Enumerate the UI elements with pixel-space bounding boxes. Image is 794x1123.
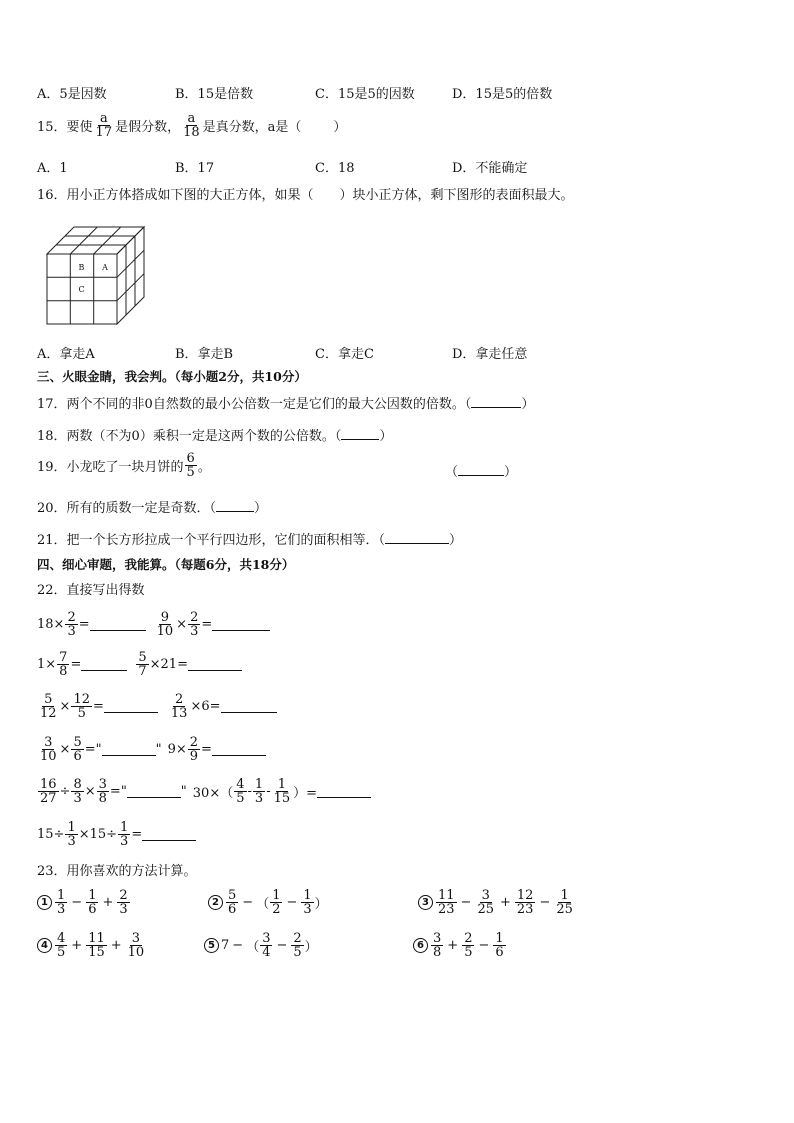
q22-row-2: 1× $\frac{7}{8}$ = $\frac{5}{7}$ ×21= xyxy=(37,651,242,678)
answer-blank[interactable] xyxy=(212,618,270,631)
fraction: 1 15 xyxy=(273,777,291,806)
fraction: $\frac{2}{3}$ xyxy=(119,888,128,917)
q22-row-4: $\frac{3}{10}$ × $\frac{5}{6}$ =" " 9× $\frac{2}{9}$ = xyxy=(37,736,266,763)
fraction: $\frac{1}{3}$ xyxy=(303,888,312,917)
fraction: $\frac{2}{3}$ xyxy=(190,610,199,639)
answer-blank[interactable] xyxy=(188,658,242,671)
q14-options xyxy=(37,83,757,102)
q23-expr-3: 3 11 23 − $\frac{3}{25}$ + $\frac{12}{23}$ − $\frac{1}{25}$ xyxy=(418,889,576,916)
fraction: $\frac{8}{3}$ xyxy=(73,777,82,806)
fraction: $\frac{11}{15}$ xyxy=(88,931,105,960)
q21-answer-blank[interactable] xyxy=(385,531,449,544)
answer-blank[interactable] xyxy=(317,785,371,798)
fraction: 6 5 xyxy=(186,451,195,480)
fraction: 1 3 xyxy=(254,777,264,806)
fraction: $\frac{1}{3}$ xyxy=(67,820,76,849)
fraction: $\frac{16}{27}$ xyxy=(40,777,57,806)
fraction: $\frac{5}{6}$ xyxy=(73,735,82,764)
answer-blank[interactable] xyxy=(142,828,196,841)
fraction: 11 23 xyxy=(438,888,455,917)
section-3-heading: 三、火眼金睛，我会判。（每小题2分，共10分） xyxy=(37,369,307,384)
q22-row-3: $\frac{5}{12}$ × $\frac{12}{5}$ = $\frac{2}{13}$ ×6= xyxy=(37,693,277,720)
fraction: $\frac{2}{9}$ xyxy=(189,735,199,764)
fraction: 3 8 xyxy=(433,931,442,960)
cube-figure xyxy=(45,225,150,327)
q23-expr-6: 6 3 8 + $\frac{2}{5}$ − $\frac{1}{6}$ xyxy=(413,932,507,959)
q19-question: 19．小龙吃了一块月饼的 6 5 。 xyxy=(37,451,211,480)
answer-blank[interactable] xyxy=(102,743,156,756)
q14-option-c[interactable]: C．15是5的因数 xyxy=(315,87,415,102)
fraction: 3 4 xyxy=(262,931,271,960)
fraction: $\frac{3}{25}$ xyxy=(477,888,494,917)
q16-option-b[interactable]: B．拿走B xyxy=(175,347,234,362)
q15-options xyxy=(37,157,757,176)
q22-title: 22．直接写出得数 xyxy=(37,583,145,598)
fraction: $\frac{5}{12}$ xyxy=(40,692,57,721)
q15-option-d[interactable]: D．不能确定 xyxy=(452,161,528,176)
fraction: $\frac{12}{5}$ xyxy=(73,692,90,721)
q15-option-b[interactable]: B．17 xyxy=(175,161,215,176)
fraction: $\frac{2}{3}$ xyxy=(67,610,76,639)
circled-number: 2 xyxy=(208,895,223,910)
cube-label-a: A xyxy=(102,263,108,272)
circled-number: 1 xyxy=(37,895,52,910)
q22-row-5: $\frac{16}{27}$ ÷ $\frac{8}{3}$ × $\frac{3}{8}$ =" " 30×（ 4 5 - 1 3 - 1 15 ）= xyxy=(37,778,371,805)
answer-blank[interactable] xyxy=(221,700,277,713)
q14-option-a[interactable]: A．5是因数 xyxy=(37,87,107,102)
q18-question: 18．两数（不为0）乘积一定是这两个数的公倍数。（ ） xyxy=(37,429,393,444)
q20-answer-blank[interactable] xyxy=(216,499,254,512)
q23-title: 23．用你喜欢的方法计算。 xyxy=(37,864,197,879)
fraction: $\frac{12}{23}$ xyxy=(516,888,534,917)
section-4-heading: 四、细心审题，我能算。（每题6分，共18分） xyxy=(37,557,295,572)
q15-question: 15．要使 a 17 是假分数， a 18 是真分数，a是（ ） xyxy=(37,111,347,140)
fraction: $\frac{1}{6}$ xyxy=(495,931,504,960)
fraction: $\frac{9}{10}$ xyxy=(156,610,174,639)
fraction: $\frac{3}{10}$ xyxy=(40,735,57,764)
circled-number: 6 xyxy=(413,938,428,953)
q23-expr-2: 2 5 6 − （ 1 2 − $\frac{1}{3}$ ） xyxy=(208,889,328,916)
q23-expr-1: 1 1 3 − $\frac{1}{6}$ + $\frac{2}{3}$ xyxy=(37,889,131,916)
q19-answer-blank[interactable] xyxy=(458,463,504,476)
q23-expr-5: 5 7 − （ 3 4 − $\frac{2}{5}$ ） xyxy=(204,932,318,959)
answer-blank[interactable] xyxy=(212,743,266,756)
answer-blank[interactable] xyxy=(90,618,146,631)
q20-question: 20．所有的质数一定是奇数．（ ） xyxy=(37,501,268,516)
q16-options xyxy=(37,343,757,362)
fraction: $\frac{7}{8}$ xyxy=(59,650,68,679)
fraction: $\frac{1}{25}$ xyxy=(556,888,573,917)
circled-number: 5 xyxy=(204,938,219,953)
fraction: $\frac{1}{3}$ xyxy=(120,820,129,849)
fraction: a 17 xyxy=(95,111,113,140)
q21-question: 21．把一个长方形拉成一个平行四边形，它们的面积相等．（ ） xyxy=(37,533,463,548)
q16-option-d[interactable]: D．拿走任意 xyxy=(452,347,528,362)
fraction: 4 5 xyxy=(236,777,245,806)
fraction: $\frac{2}{13}$ xyxy=(170,692,188,721)
fraction: $\frac{3}{10}$ xyxy=(127,931,145,960)
fraction: 1 2 xyxy=(272,888,281,917)
q16-option-a[interactable]: A．拿走A xyxy=(37,347,95,362)
fraction: 1 3 xyxy=(57,888,66,917)
q17-answer-blank[interactable] xyxy=(471,395,521,408)
q22-row-6: 15÷ $\frac{1}{3}$ ×15÷ $\frac{1}{3}$ = xyxy=(37,821,196,848)
fraction: $\frac{2}{5}$ xyxy=(464,931,473,960)
q14-option-b[interactable]: B．15是倍数 xyxy=(175,87,254,102)
fraction: $\frac{3}{8}$ xyxy=(98,777,107,806)
cube-label-b: B xyxy=(78,263,85,272)
answer-blank[interactable] xyxy=(127,785,181,798)
q18-answer-blank[interactable] xyxy=(341,427,379,440)
fraction: 5 6 xyxy=(228,888,237,917)
fraction: 4 5 xyxy=(57,931,66,960)
circled-number: 4 xyxy=(37,938,52,953)
q16-question: 16．用小正方体搭成如下图的大正方体，如果（ ）块小正方体，剩下图形的表面积最大。 xyxy=(37,188,574,203)
q22-row-1: 18× $\frac{2}{3}$ = $\frac{9}{10}$ × $\frac{2}{3}$ = xyxy=(37,611,270,638)
cube-label-c: C xyxy=(78,285,85,294)
q16-option-c[interactable]: C．拿走C xyxy=(315,347,374,362)
q15-option-a[interactable]: A．1 xyxy=(37,161,68,176)
q17-question: 17．两个不同的非0自然数的最小公倍数一定是它们的最大公因数的倍数。（ ） xyxy=(37,397,535,412)
q19-answer: （ ） xyxy=(445,465,518,480)
fraction: $\frac{5}{7}$ xyxy=(138,650,147,679)
fraction: $\frac{2}{5}$ xyxy=(293,931,302,960)
q15-option-c[interactable]: C．18 xyxy=(315,161,355,176)
fraction: $\frac{1}{6}$ xyxy=(88,888,97,917)
circled-number: 3 xyxy=(418,895,433,910)
q23-expr-4: 4 4 5 + $\frac{11}{15}$ + $\frac{3}{10}$ xyxy=(37,932,147,959)
answer-blank[interactable] xyxy=(81,658,127,671)
q14-option-d[interactable]: D．15是5的倍数 xyxy=(452,87,553,102)
answer-blank[interactable] xyxy=(104,700,158,713)
fraction: a 18 xyxy=(183,111,200,140)
